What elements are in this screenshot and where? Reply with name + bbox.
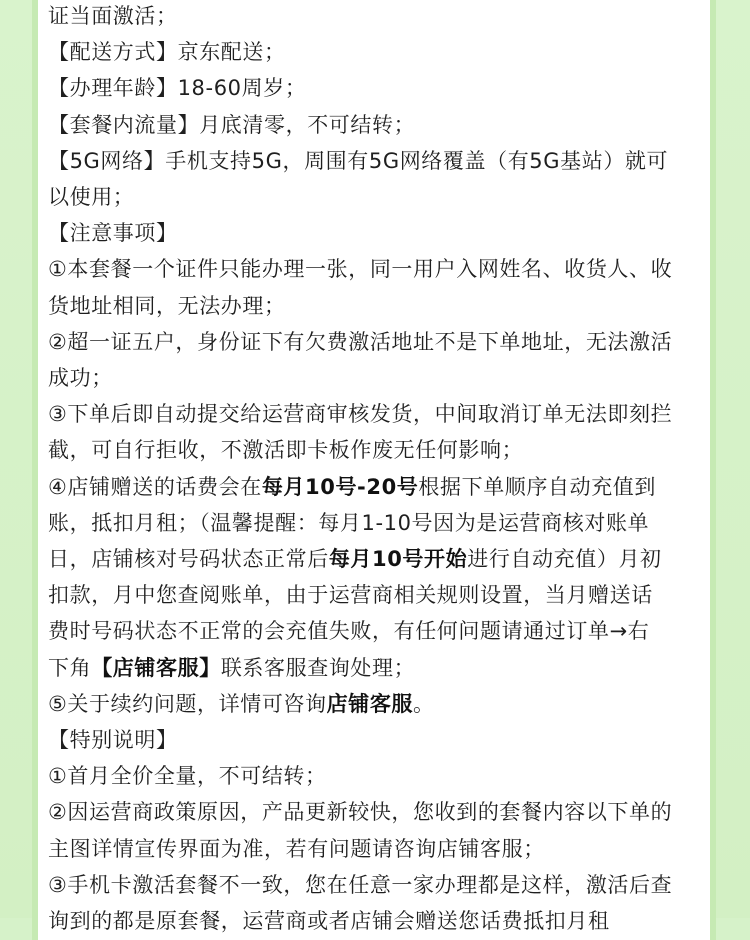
text-segment: 【套餐内流量】月底清零，不可结转； bbox=[48, 112, 416, 137]
text-line bbox=[48, 432, 523, 468]
text-line bbox=[48, 867, 672, 903]
text-segment: 联系客服查询处理； bbox=[220, 655, 416, 680]
text-segment: 费时号码状态不正常的会充值失败，有任何问题请通过订单→右 bbox=[48, 619, 650, 644]
text-segment: ②超一证五户，身份证下有欠费激活地址不是下单地址，无法激活 bbox=[48, 329, 673, 354]
text-line bbox=[48, 324, 672, 360]
text-segment: ⑤关于续约问题，详情可咨询 bbox=[48, 691, 327, 716]
text-segment: 成功； bbox=[48, 366, 113, 390]
text-line bbox=[48, 34, 286, 70]
text-segment: ④店铺赠送的话费会在 bbox=[48, 474, 262, 499]
text-line bbox=[48, 613, 649, 649]
text-segment: 主图详情宣传界面为准，若有问题请咨询店铺客服； bbox=[48, 836, 545, 861]
emphasized-text: 店铺客服 bbox=[326, 691, 414, 716]
text-segment: 【特别说明】 bbox=[48, 728, 178, 752]
text-line bbox=[48, 215, 178, 251]
text-segment: ②因运营商政策原因，产品更新较快，您收到的套餐内容以下单的 bbox=[48, 800, 673, 825]
text-line bbox=[48, 577, 653, 613]
text-line bbox=[48, 903, 610, 939]
text-line bbox=[48, 288, 286, 324]
text-segment: 扣款，月中您查阅账单，由于运营商相关规则设置，当月赠送话 bbox=[48, 583, 653, 608]
text-segment: ③手机卡激活套餐不一致，您在任意一家办理都是这样，激活后查 bbox=[48, 872, 673, 897]
emphasized-text: 【店铺客服】 bbox=[91, 655, 221, 680]
text-segment: 账，抵扣月租；（温馨提醒：每月1-10号因为是运营商核对账单 bbox=[48, 510, 650, 535]
text-segment: ①首月全价全量，不可结转； bbox=[48, 764, 327, 789]
text-segment: ③下单后即自动提交给运营商审核发货，中间取消订单无法即刻拦 bbox=[48, 402, 673, 427]
text-segment: 进行自动充值）月初 bbox=[467, 547, 662, 571]
text-segment: 以使用； bbox=[48, 185, 135, 209]
text-line bbox=[48, 396, 672, 432]
text-segment: 截，可自行拒收，不激活即卡板作废无任何影响； bbox=[48, 438, 524, 463]
text-segment: ①本套餐一个证件只能办理一张，同一用户入网姓名、收货人、收 bbox=[48, 257, 673, 282]
emphasized-text: 每月10号-20号 bbox=[261, 474, 419, 499]
text-line bbox=[48, 722, 178, 758]
text-line bbox=[48, 360, 113, 396]
text-line bbox=[48, 107, 415, 143]
text-segment: 【办理年龄】18-60周岁； bbox=[48, 76, 307, 101]
text-line bbox=[48, 70, 306, 106]
text-segment: 根据下单顺序自动充值到 bbox=[418, 474, 657, 499]
text-line bbox=[48, 686, 435, 722]
text-line bbox=[48, 794, 672, 830]
text-line bbox=[48, 758, 327, 794]
text-line bbox=[48, 179, 134, 215]
text-segment: 日，店铺核对号码状态正常后 bbox=[48, 547, 329, 571]
text-segment: 。 bbox=[413, 691, 435, 716]
text-line bbox=[48, 831, 545, 867]
text-line bbox=[48, 505, 649, 541]
text-segment: 询到的都是原套餐，运营商或者店铺会赠送您话费抵扣月租 bbox=[48, 909, 610, 933]
text-segment: 【5G网络】手机支持5G，周围有5G网络覆盖（有5G基站）就可 bbox=[48, 148, 669, 173]
emphasized-text: 每月10号开始 bbox=[328, 547, 468, 571]
text-line bbox=[48, 469, 656, 505]
text-segment: 货地址相同，无法办理； bbox=[48, 293, 286, 318]
text-line bbox=[48, 251, 672, 287]
text-line bbox=[48, 143, 668, 179]
text-segment: 【配送方式】京东配送； bbox=[48, 40, 286, 65]
text-line bbox=[48, 0, 178, 34]
text-segment: 下角 bbox=[48, 655, 92, 680]
text-line bbox=[48, 541, 662, 577]
text-line bbox=[48, 650, 415, 686]
text-segment: 证当面激活； bbox=[48, 4, 178, 28]
text-segment: 【注意事项】 bbox=[48, 221, 178, 246]
